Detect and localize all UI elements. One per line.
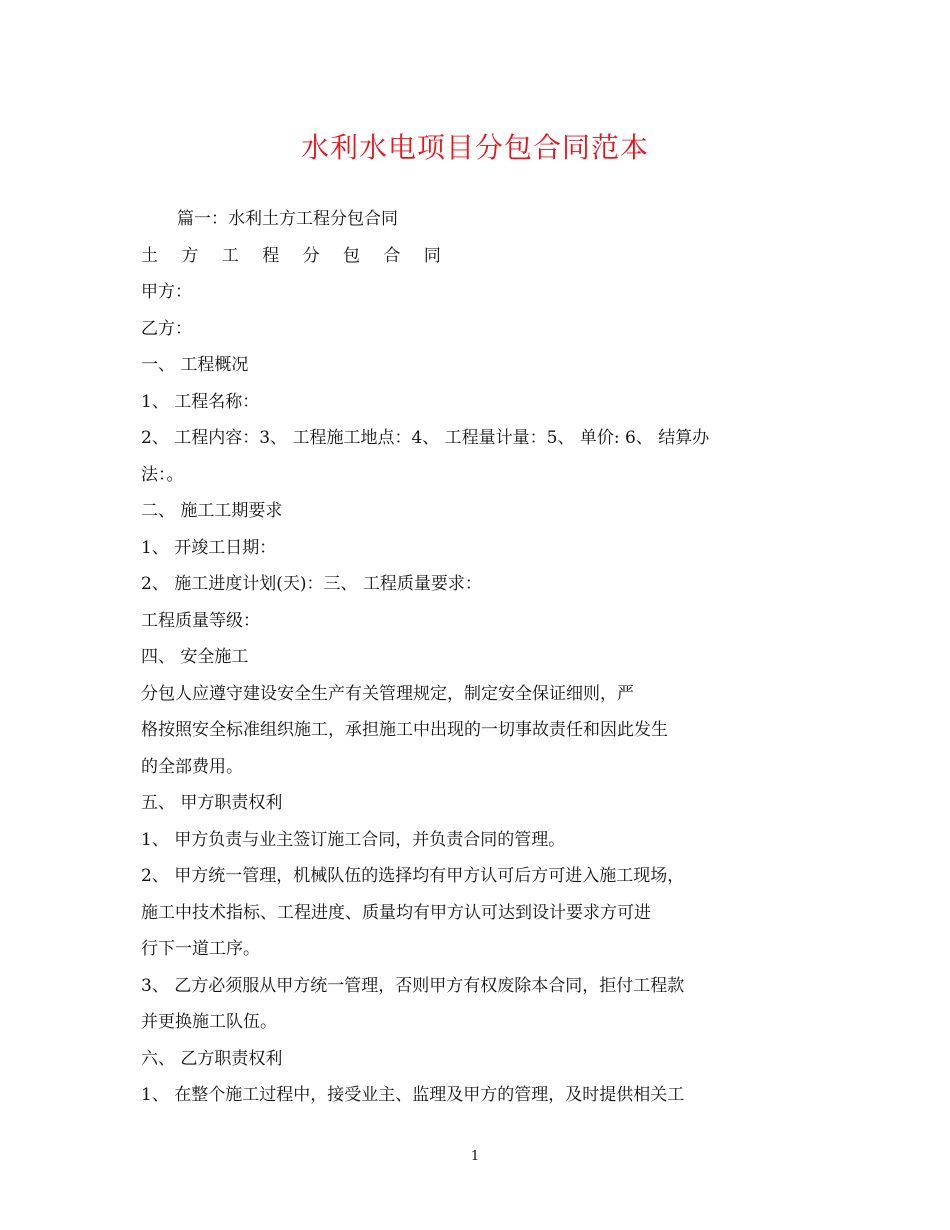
text-line: 2、 工程内容：3、 工程施工地点：4、 工程量计量：5、 单价: 6、 结算办: [141, 428, 710, 448]
contract-heading: 土 方 工 程 分 包 合 同: [141, 245, 450, 266]
party-b-line: 乙方：: [141, 318, 192, 339]
text-line: 1、 在整个施工过程中，接受业主、监理及甲方的管理，及时提供相关工: [141, 1085, 685, 1105]
text-line: 分包人应遵守建设安全生产有关管理规定，制定安全保证细则，严: [141, 683, 634, 704]
text-line: 2、 甲方统一管理，机械队伍的选择均有甲方认可后方可进入施工现场，: [141, 866, 685, 886]
text-line: 1、 甲方负责与业主签订施工合同，并负责合同的管理。: [141, 829, 566, 850]
text-line: 法：。: [141, 464, 184, 485]
text-line: 四、 安全施工: [141, 647, 249, 667]
text-line: 施工中技术指标、工程进度、质量均有甲方认可达到设计要求方可进: [141, 902, 651, 923]
section-heading: 篇一：水利土方工程分包合同: [177, 209, 398, 229]
text-line: 二、 施工工期要求: [141, 501, 283, 521]
text-line: 五、 甲方职责权利: [141, 793, 283, 813]
text-line: 并更换施工队伍。: [141, 1012, 277, 1032]
document-title: 水利水电项目分包合同范本: [300, 131, 649, 164]
document-body: [141, 201, 781, 1114]
text-line: 一、 工程概况: [141, 355, 249, 375]
text-line: 的全部费用。: [141, 756, 243, 777]
page-number: 1: [470, 1149, 480, 1164]
text-line: 1、 工程名称：: [141, 391, 260, 412]
text-line: 2、 施工进度计划(天)：三、 工程质量要求：: [141, 574, 482, 594]
text-line: 3、 乙方必须服从甲方统一管理，否则甲方有权废除本合同，拒付工程款: [141, 975, 685, 996]
text-line: 格按照安全标准组织施工，承担施工中出现的一切事故责任和因此发生: [141, 720, 668, 740]
text-line: 行下一道工序。: [141, 939, 260, 959]
text-line: 六、 乙方职责权利: [141, 1048, 283, 1069]
text-line: 1、 开竣工日期：: [141, 537, 277, 558]
text-line: 工程质量等级：: [141, 610, 260, 631]
party-a-line: 甲方：: [141, 282, 192, 302]
